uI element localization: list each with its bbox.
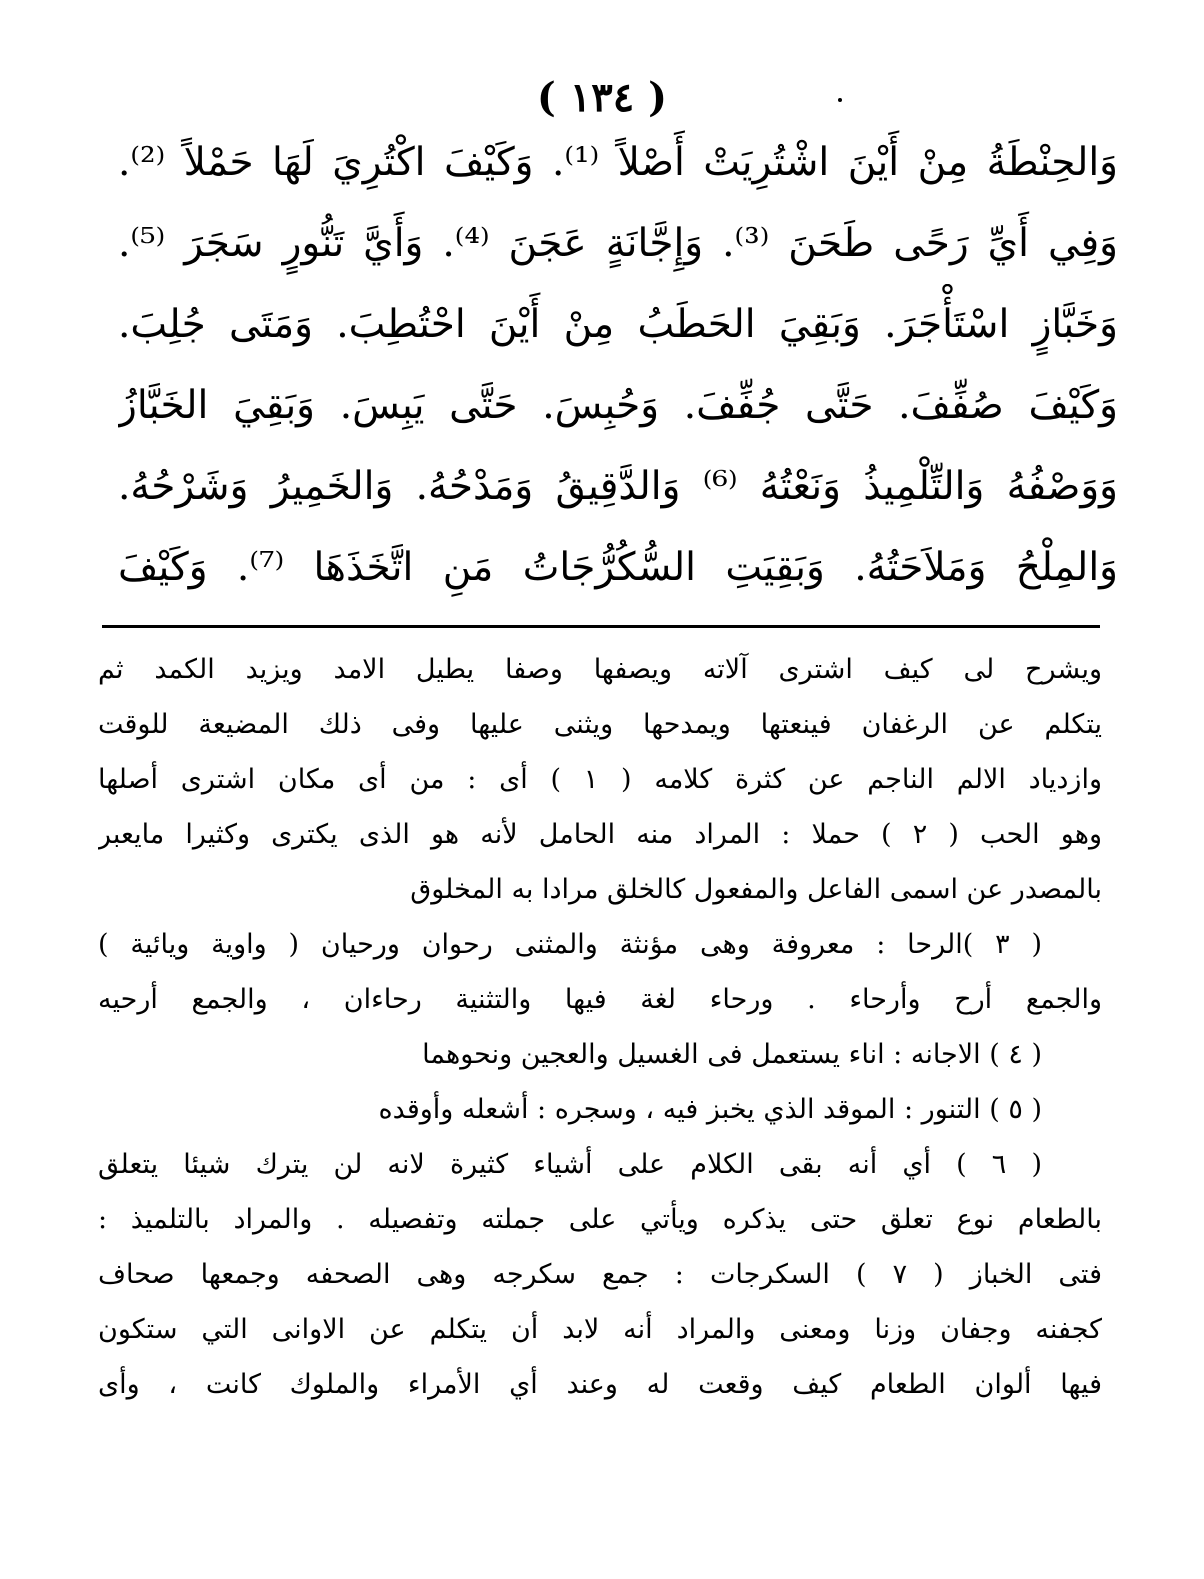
footnote-line: ويشرح لى كيف اشترى آلاته ويصفها وصفا يطيل الامد ويزيد الكمد ثم [98,654,1102,685]
main-line: وَوَصْفُهُ وَالتِّلْمِيذُ وَنَعْتُهُ ⁽⁶⁾ وَالدَّقِيقُ وَمَدْحُهُ. وَالخَمِيرُ وَشَرْحُهُ. [118,464,1118,509]
main-line: وَكَيْفَ صُفِّفَ. حَتَّى جُفِّفَ. وَحُبِسَ. حَتَّى يَبِسَ. وَبَقِيَ الخَبَّازُ [118,383,1118,428]
footnote-line: وازدياد الالم الناجم عن كثرة كلامه ( ١ ) أى : من أى مكان اشترى أصلها [98,764,1102,795]
footnote-divider [102,625,1100,628]
footnote-line: يتكلم عن الرغفان فينعتها ويمدحها ويثنى عليها وفى ذلك المضيعة للوقت [98,709,1102,740]
footnote-line: فتى الخباز ( ٧ ) السكرجات : جمع سكرجه وهى الصحفه وجمعها صحاف [98,1259,1102,1290]
footnote-line: والجمع أرح وأرحاء . ورحاء لغة فيها والتثنية رحاءان ، والجمع أرحيه [98,984,1102,1015]
footnote-line: ( ٤ ) الاجانه : اناء يستعمل فى الغسيل والعجين ونحوهما [422,1039,1042,1070]
main-line: وَالحِنْطَةُ مِنْ أَيْنَ اشْتُرِيَتْ أَصْلاً ⁽¹⁾. وَكَيْفَ اكْتُرِيَ لَهَا حَمْلاً ⁽²⁾. [118,140,1118,185]
main-line: وَالمِلْحُ وَمَلاَحَتُهُ. وَبَقِيَتِ السُّكُرُّجَاتُ مَنِ اتَّخَذَهَا ⁽⁷⁾. وَكَيْفَ [118,545,1118,590]
page-number: ( ١٣٤ ) [536,74,668,121]
main-line: وَفِي أَيِّ رَحًى طَحَنَ ⁽³⁾. وَإِجَّانَةٍ عَجَنَ ⁽⁴⁾. وَأَيَّ تَنُّورٍ سَجَرَ ⁽⁵⁾. [118,221,1118,266]
footnote-line: ( ٣ )الرحا : معروفة وهى مؤنثة والمثنى رحوان ورحيان ( واوية ويائية ) [98,929,1042,960]
footnote-line: بالمصدر عن اسمى الفاعل والمفعول كالخلق مرادا به المخلوق [410,874,1102,905]
main-line: وَخَبَّازٍ اسْتَأْجَرَ. وَبَقِيَ الحَطَبُ مِنْ أَيْنَ احْتُطِبَ. وَمَتَى جُلِبَ. [118,302,1118,347]
footnote-line: ( ٥ ) التنور : الموقد الذي يخبز فيه ، وسجره : أشعله وأوقده [378,1094,1042,1125]
footnotes [98,642,1102,1412]
footnote-line: بالطعام نوع تعلق حتى يذكره ويأتي على جملته وتفصيله . والمراد بالتلميذ : [98,1204,1102,1235]
main-text [118,122,1118,608]
footnote-line: فيها ألوان الطعام كيف وقعت له وعند أي الأمراء والملوك كانت ، وأى [98,1369,1102,1400]
footnote-line: وهو الحب ( ٢ ) حملا : المراد منه الحامل لأنه هو الذى يكترى وكثيرا مايعبر [98,819,1102,850]
footnote-line: كجفنه وجفان وزنا ومعنى والمراد أنه لابد أن يتكلم عن الاوانى التي ستكون [98,1314,1102,1345]
print-speck [838,98,842,102]
footnote-line: ( ٦ ) أي أنه بقى الكلام على أشياء كثيرة لانه لن يترك شيئا يتعلق [98,1149,1042,1180]
